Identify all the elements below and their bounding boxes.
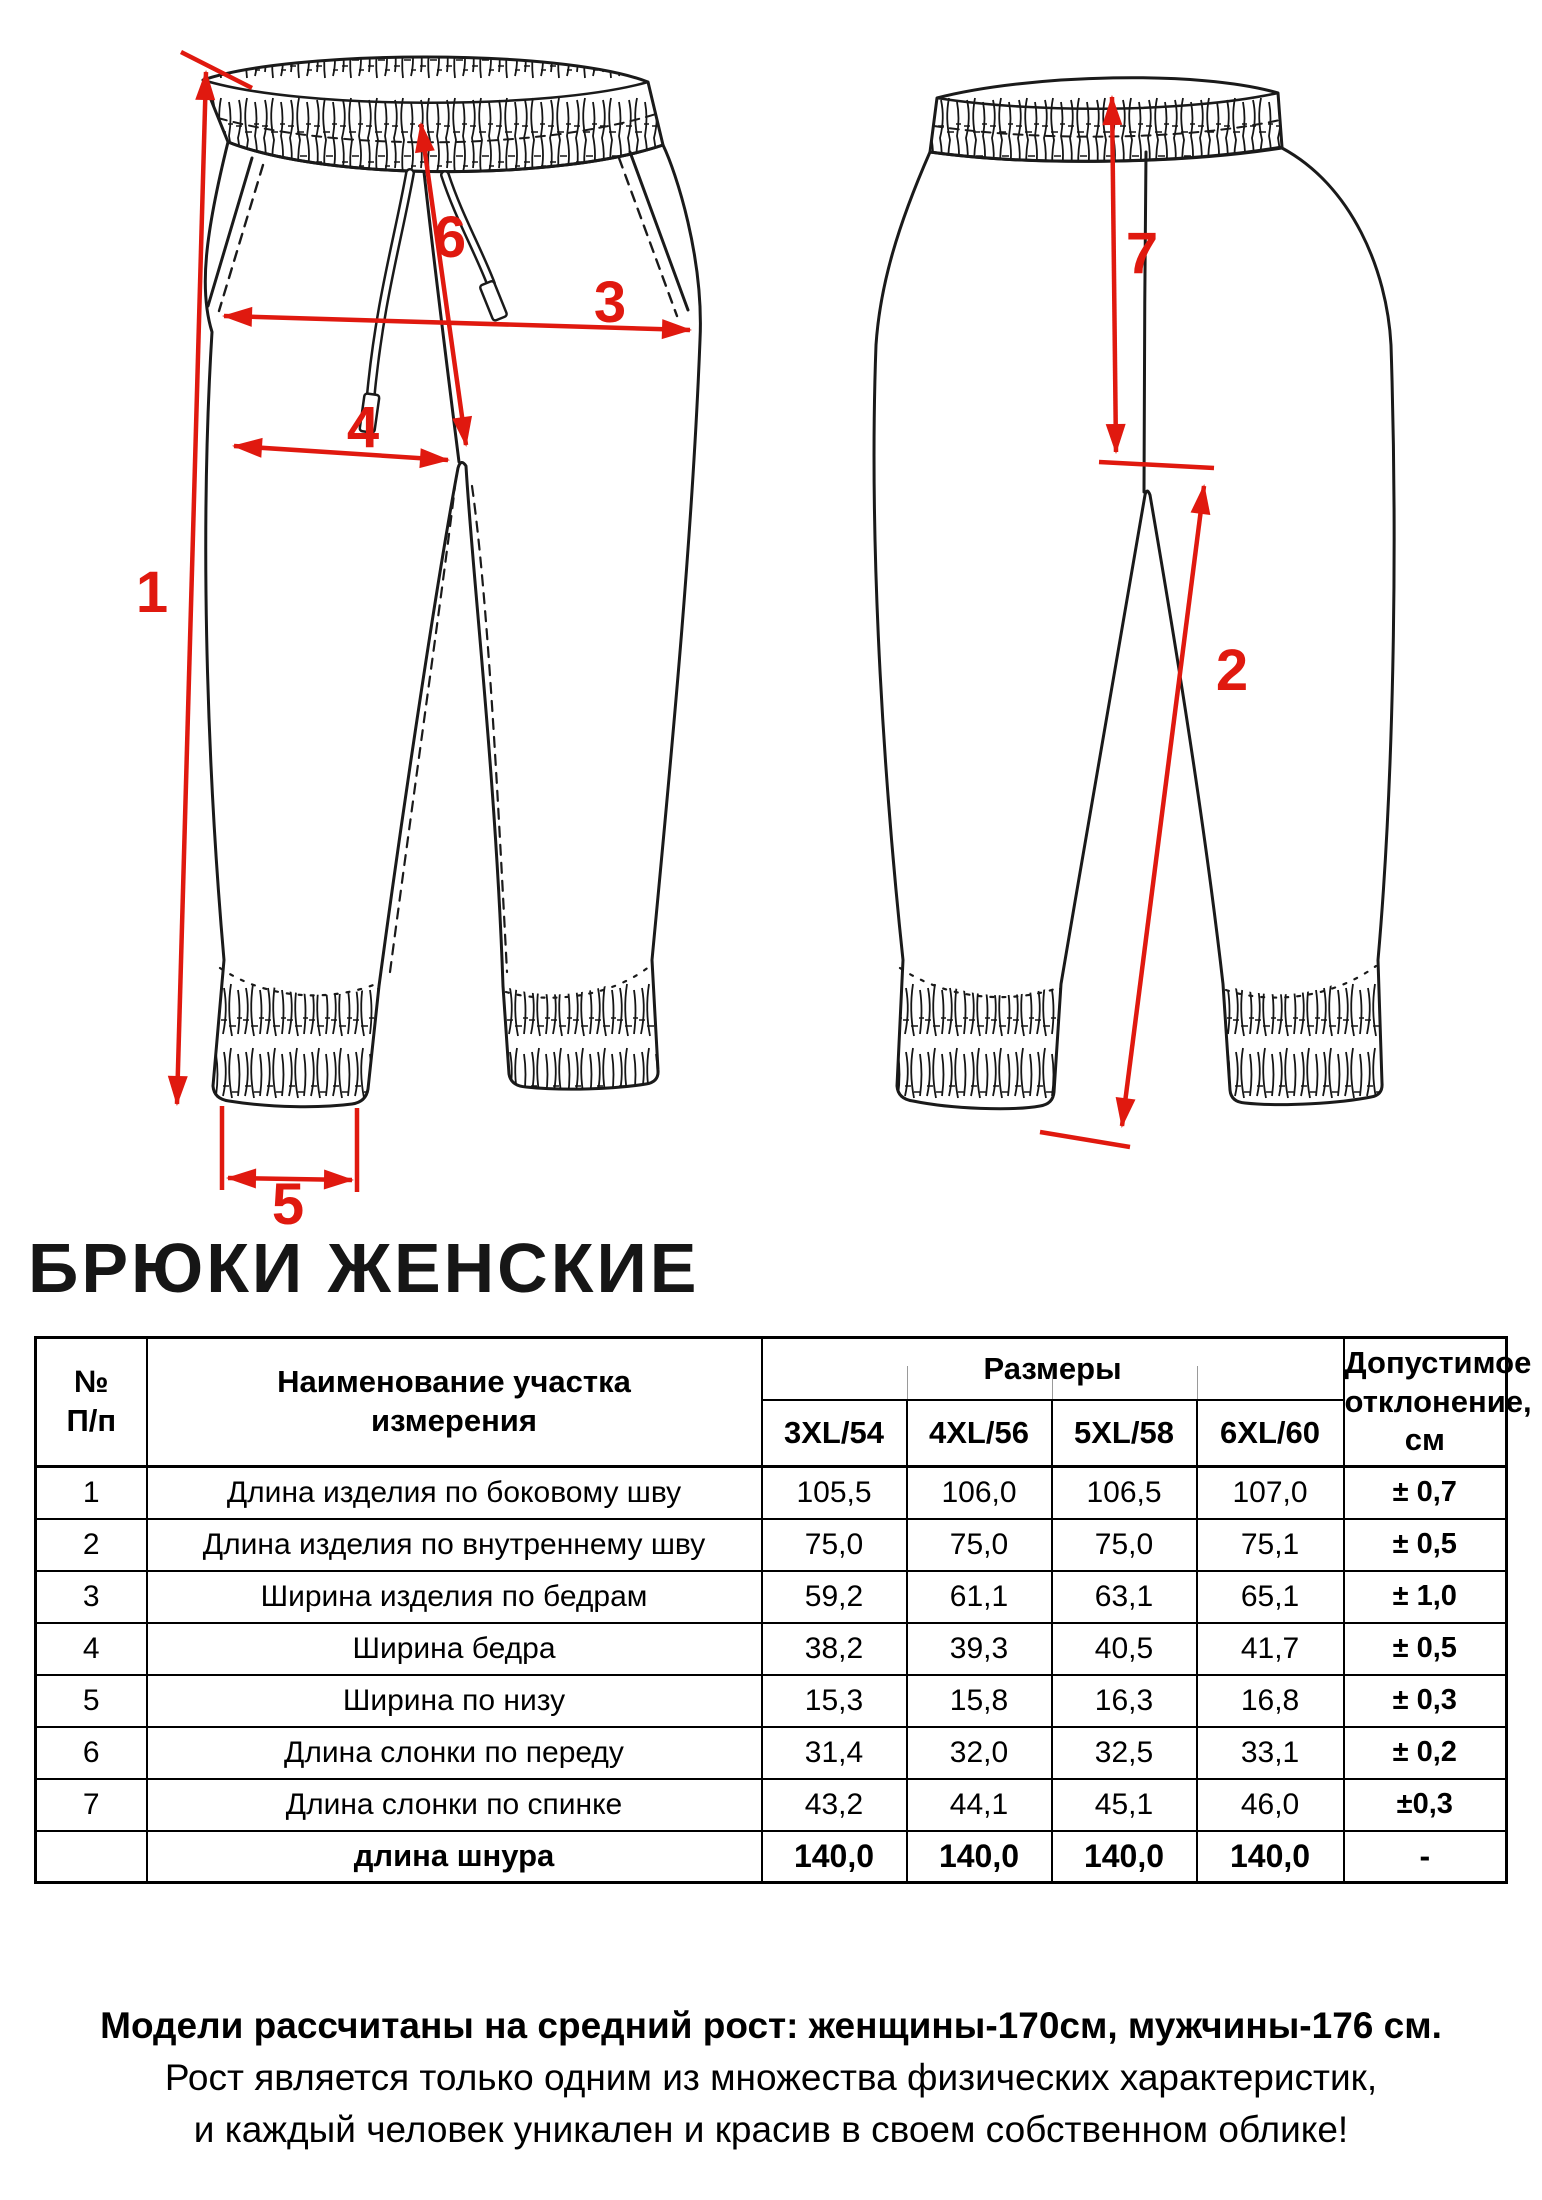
row-size-value: 43,2: [762, 1779, 907, 1831]
page-title: БРЮКИ ЖЕНСКИЕ: [28, 1229, 700, 1307]
row-name: Длина изделия по внутреннему шву: [147, 1519, 762, 1571]
row-tolerance: ± 0,5: [1344, 1519, 1507, 1571]
row-name: Длина изделия по боковому шву: [147, 1467, 762, 1519]
row-name: Длина слонки по спинке: [147, 1779, 762, 1831]
row-size-value: 75,0: [762, 1519, 907, 1571]
row-tolerance: ± 0,7: [1344, 1467, 1507, 1519]
row-size-value: 75,1: [1197, 1519, 1344, 1571]
row-size-value: 15,8: [907, 1675, 1052, 1727]
header-tolerance-line1: Допустимое: [1344, 1344, 1532, 1380]
table-row-cord-length: [36, 1831, 1507, 1883]
table-row: [36, 1467, 1507, 1519]
header-size-6xl: 6XL/60: [1197, 1400, 1344, 1467]
dimension-label-4: 4: [346, 395, 380, 460]
row-size-value: 63,1: [1052, 1571, 1197, 1623]
front-waistband: [203, 57, 663, 172]
header-num-line1: №: [73, 1364, 109, 1400]
row-name: Ширина бедра: [147, 1623, 762, 1675]
header-sizes-title: Размеры: [762, 1338, 1344, 1401]
row-tolerance: ± 0,2: [1344, 1727, 1507, 1779]
row-num: 3: [36, 1571, 147, 1623]
back-waistband: [930, 78, 1282, 162]
row-tolerance: ± 1,0: [1344, 1571, 1507, 1623]
table-row: [36, 1779, 1507, 1831]
footer-line-3: и каждый человек уникален и красив в своем собственном облике!: [193, 2109, 1349, 2150]
row-size-value: 32,0: [907, 1727, 1052, 1779]
dimension-label-1: 1: [135, 560, 169, 625]
header-size-3xl: 3XL/54: [762, 1400, 907, 1467]
row-size-value: 31,4: [762, 1727, 907, 1779]
row-size-value: 44,1: [907, 1779, 1052, 1831]
row-num: 4: [36, 1623, 147, 1675]
row-size-value: 140,0: [907, 1831, 1052, 1883]
dimension-label-5: 5: [271, 1172, 305, 1230]
row-size-value: 40,5: [1052, 1623, 1197, 1675]
header-tolerance-line2: отклонение,: [1344, 1383, 1532, 1419]
header-name: [147, 1338, 762, 1467]
row-size-value: 39,3: [907, 1623, 1052, 1675]
row-name: Ширина изделия по бедрам: [147, 1571, 762, 1623]
header-name-line2: измерения: [371, 1403, 537, 1438]
header-num-line2: П/п: [66, 1403, 117, 1438]
row-size-value: 106,5: [1052, 1467, 1197, 1519]
row-size-value: 46,0: [1197, 1779, 1344, 1831]
row-size-value: 106,0: [907, 1467, 1052, 1519]
back-body-outline: [874, 148, 1394, 1109]
footer-line-2: Рост является только одним из множества физических характеристик,: [164, 2057, 1378, 2098]
row-size-value: 107,0: [1197, 1467, 1344, 1519]
row-size-value: 75,0: [907, 1519, 1052, 1571]
table-row: [36, 1519, 1507, 1571]
row-size-value: 59,2: [762, 1571, 907, 1623]
table-row: [36, 1675, 1507, 1727]
row-size-value: 140,0: [1052, 1831, 1197, 1883]
header-name-line1: Наименование участка: [277, 1364, 631, 1400]
dimension-label-7: 7: [1125, 221, 1159, 286]
row-size-value: 33,1: [1197, 1727, 1344, 1779]
row-size-value: 61,1: [907, 1571, 1052, 1623]
row-size-value: 41,7: [1197, 1623, 1344, 1675]
header-size-4xl: 4XL/56: [907, 1400, 1052, 1467]
row-tolerance: -: [1344, 1831, 1507, 1883]
table-row: [36, 1727, 1507, 1779]
dimension-label-6: 6: [433, 205, 467, 270]
row-size-value: 105,5: [762, 1467, 907, 1519]
row-size-value: 16,8: [1197, 1675, 1344, 1727]
row-tolerance: ±0,3: [1344, 1779, 1507, 1831]
footer-line-1: Модели рассчитаны на средний рост: женщины-170см, мужчины-176 см.: [100, 2005, 1442, 2046]
row-name: Длина слонки по переду: [147, 1727, 762, 1779]
back-center-seam: [1144, 152, 1146, 492]
row-size-value: 65,1: [1197, 1571, 1344, 1623]
row-num: 1: [36, 1467, 147, 1519]
footer-note: [0, 2000, 1542, 2156]
row-size-value: 16,3: [1052, 1675, 1197, 1727]
row-tolerance: ± 0,5: [1344, 1623, 1507, 1675]
row-size-value: 75,0: [1052, 1519, 1197, 1571]
row-size-value: 32,5: [1052, 1727, 1197, 1779]
row-size-value: 140,0: [1197, 1831, 1344, 1883]
header-size-5xl: 5XL/58: [1052, 1400, 1197, 1467]
dimension-label-3: 3: [593, 270, 627, 335]
table-row: [36, 1571, 1507, 1623]
row-size-value: 15,3: [762, 1675, 907, 1727]
header-tolerance-line3: см: [1404, 1422, 1445, 1458]
row-num: 5: [36, 1675, 147, 1727]
row-tolerance: ± 0,3: [1344, 1675, 1507, 1727]
row-name: длина шнура: [147, 1831, 762, 1883]
row-name: Ширина по низу: [147, 1675, 762, 1727]
row-size-value: 38,2: [762, 1623, 907, 1675]
row-size-value: 45,1: [1052, 1779, 1197, 1831]
header-num: [36, 1338, 147, 1467]
table-row: [36, 1623, 1507, 1675]
header-tolerance: [1344, 1338, 1532, 1467]
row-size-value: 140,0: [762, 1831, 907, 1883]
measurements-table: [34, 1336, 1532, 1884]
dimension-label-2: 2: [1215, 638, 1249, 703]
row-num: 2: [36, 1519, 147, 1571]
row-num: 6: [36, 1727, 147, 1779]
row-num: 7: [36, 1779, 147, 1831]
row-num: [36, 1831, 147, 1883]
